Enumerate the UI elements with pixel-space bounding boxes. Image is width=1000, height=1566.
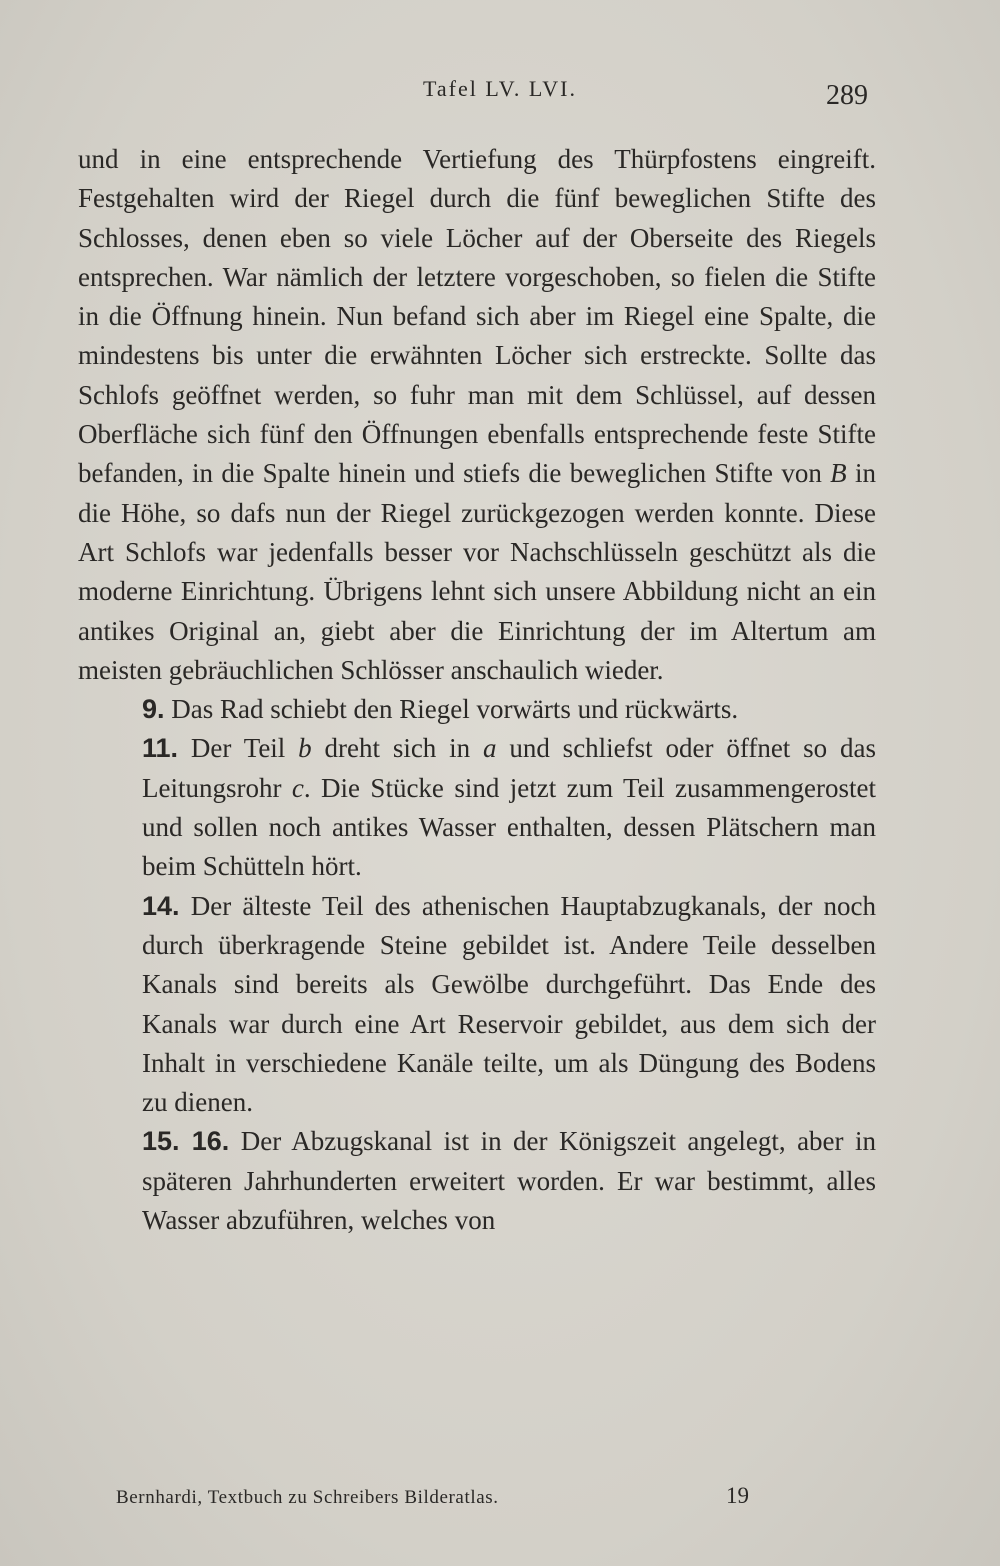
paragraph-lock-description [78, 140, 876, 690]
signature-number: 19 [726, 1483, 749, 1508]
italic-letter: b [298, 733, 312, 764]
paragraph-item-15-16 [78, 1122, 876, 1240]
paragraph-text: Der Teil [190, 733, 299, 764]
item-number: 9. [142, 694, 165, 725]
item-number: 15. 16. [142, 1126, 230, 1157]
paragraph-text: Der Abzugskanal ist in der Königszeit angelegt, aber in späteren Jahrhunderten erweitert worden. Er war bestimmt, alles Wasser abzuführen, welches von [142, 1126, 876, 1236]
paragraph-text: und schliefst oder öffnet so das Leitungsrohr [142, 733, 876, 803]
paragraph-text: Der älteste Teil des athenischen Hauptabzugkanals, der noch durch überkragende Steine gebildet ist. Andere Teile desselben Kanals sind bereits als Gewölbe durchgeführt. Das Ende des Kanals war durch eine Art Reservoir gebildet, aus dem sich der Inhalt in verschiedene Kanäle teilte, um als Düngung des Bodens zu dienen. [142, 890, 876, 1118]
page-number: 289 [826, 80, 868, 111]
running-title: Tafel LV. LVI. [423, 76, 577, 101]
paragraph-text: Das Rad schiebt den Riegel vorwärts und rückwärts. [171, 694, 739, 725]
italic-letter: a [483, 733, 497, 764]
paragraph-text-continued: in die Höhe, so dafs nun der Riegel zurückgezogen werden konnte. Diese Art Schlofs war jedenfalls besser vor Nachschlüsseln geschützt als die moderne Einrichtung. Übrigens lehnt sich unsere Abbildung nicht an ein antikes Original an, giebt aber die Einrichtung der im Altertum am meisten gebräuchlichen Schlösser anschaulich wieder. [78, 458, 876, 685]
paragraph-text: dreht sich in [311, 733, 483, 764]
body-text [78, 140, 876, 1240]
italic-letter: c [291, 772, 304, 803]
item-number: 14. [142, 890, 180, 921]
paragraph-item-9 [78, 690, 876, 729]
item-number: 11. [142, 733, 179, 764]
italic-letter: B [830, 458, 847, 489]
paragraph-text: und in eine entsprechende Vertiefung des Thürpfostens eingreift. Festgehalten wird der Riegel durch die fünf beweglichen Stifte des Schlosses, denen eben so viele Löcher auf der Oberseite des Riegels entsprechen. War nämlich der letztere vorgeschoben, so fielen die Stifte in die Öffnung hinein. Nun befand sich aber im Riegel eine Spalte, die mindestens bis unter die erwähnten Löcher sich erstreckte. Sollte das Schlofs geöffnet werden, so fuhr man mit dem Schlüssel, auf dessen Oberfläche sich fünf den Öffnungen ebenfalls entsprechende feste Stifte befanden, in die Spalte hinein und stiefs die beweglichen Stifte von [78, 144, 876, 489]
paragraph-item-14 [78, 887, 876, 1123]
printer-signature: Bernhardi, Textbuch zu Schreibers Bilderatlas. [116, 1487, 499, 1508]
paragraph-item-11 [78, 729, 876, 886]
paragraph-text: . Die Stücke sind jetzt zum Teil zusammengerostet und sollen noch antikes Wasser enthalten, dessen Plätschern man beim Schütteln hört. [142, 772, 876, 882]
